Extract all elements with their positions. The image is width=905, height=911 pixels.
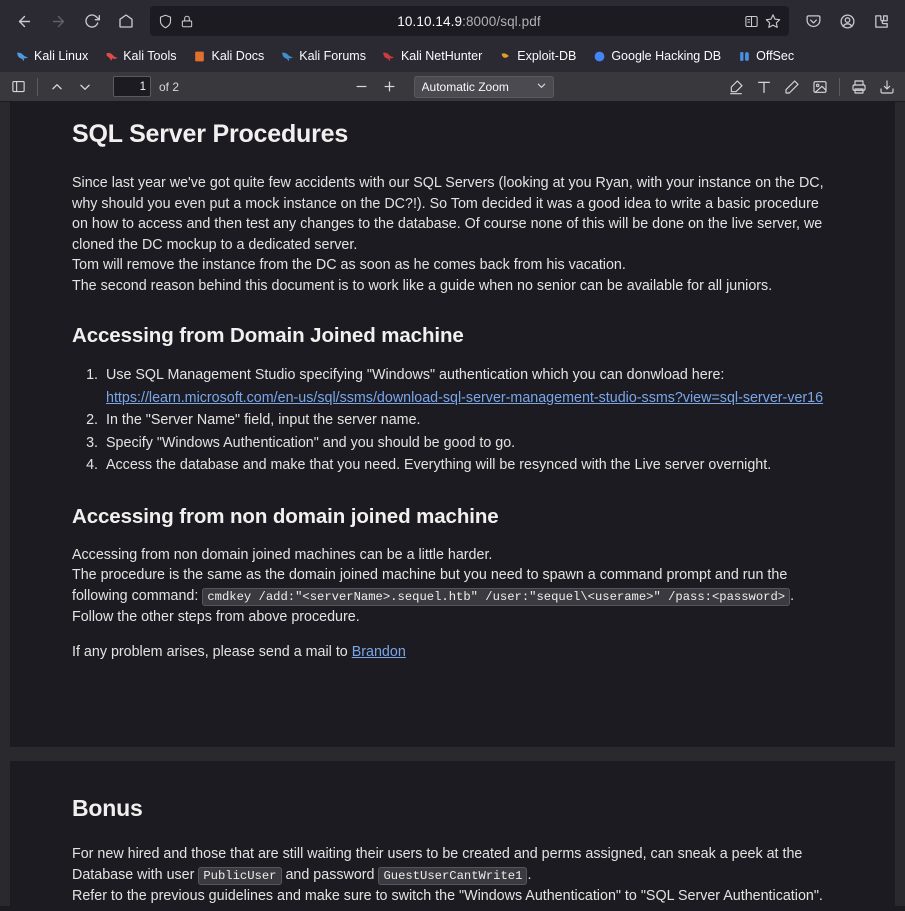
cmdkey-command-code: cmdkey /add:"<serverName>.sequel.htb" /user:"sequel\<userame>" /pass:<password> — [202, 588, 790, 606]
highlight-icon[interactable] — [722, 75, 750, 99]
step-text: Use SQL Management Studio specifying "Windows" authentication which you can donwload here: — [106, 367, 725, 383]
bonus-paragraph-1 — [72, 844, 833, 886]
section-heading-non-domain-joined: Accessing from non domain joined machine — [72, 504, 499, 528]
kali-forums-icon — [280, 49, 294, 63]
bonus-text-a: For new hired and those that are still waiting their users to be created and perms assigned, can sneak a peek at the Database with user — [72, 846, 803, 883]
paragraph-spacer — [72, 628, 833, 642]
list-item — [102, 364, 833, 409]
bookmarks-toolbar — [0, 42, 905, 72]
draw-icon[interactable] — [778, 75, 806, 99]
bookmark-label: Kali Forums — [299, 49, 366, 63]
bookmark-label: Kali Tools — [123, 49, 177, 63]
zoom-in-button[interactable] — [376, 75, 404, 99]
pocket-save-icon[interactable] — [797, 5, 829, 37]
kali-docs-icon — [192, 49, 206, 63]
guest-password-code: GuestUserCantWrite1 — [378, 867, 527, 885]
page-total-label: of 2 — [159, 79, 180, 94]
browser-chrome — [0, 0, 905, 72]
url-host: 10.10.14.9 — [397, 13, 463, 29]
home-button[interactable] — [110, 5, 142, 37]
ssms-download-link[interactable]: https://learn.microsoft.com/en-us/sql/ssms/download-sql-server-management-studio-ssms?view=sql-server-ver16 — [106, 389, 824, 406]
brandon-mail-link[interactable]: Brandon — [351, 643, 406, 660]
url-bar[interactable] — [150, 6, 789, 36]
sidebar-toggle-icon[interactable] — [4, 75, 32, 99]
page-number-input[interactable] — [113, 76, 151, 97]
forward-button[interactable] — [42, 5, 74, 37]
extensions-icon[interactable] — [865, 5, 897, 37]
bookmark-label: Google Hacking DB — [611, 49, 722, 63]
section-heading-domain-joined: Accessing from Domain Joined machine — [72, 324, 464, 347]
public-user-code: PublicUser — [198, 867, 281, 885]
back-button[interactable] — [8, 5, 40, 37]
non-domain-paragraph-1: Accessing from non domain joined machines can be a little harder. — [72, 546, 493, 563]
list-item — [102, 409, 833, 432]
bonus-paragraph-2: Refer to the previous guidelines and make sure to switch the "Windows Authentication" to "SQL Server Authentication". — [72, 888, 823, 904]
bonus-title: Bonus — [72, 795, 143, 821]
offsec-icon — [737, 49, 751, 63]
bookmark-star-icon[interactable] — [765, 13, 781, 29]
shield-icon[interactable] — [158, 14, 173, 29]
print-icon[interactable] — [845, 75, 873, 99]
bookmark-offsec[interactable] — [730, 46, 801, 66]
text-icon[interactable] — [750, 75, 778, 99]
next-page-button[interactable] — [71, 75, 99, 99]
bookmark-kali-docs[interactable] — [185, 46, 271, 66]
toolbar-divider-2 — [839, 78, 840, 96]
intro-paragraph: Since last year we've got quite few accidents with our SQL Servers (looking at you Ryan, with your instance on the DC, why should you even put a mock instance on the DC?!). So Tom decided it was a good idea to write a basic procedure on how to access and then test any changes to the database. Of course none of this will be done on the live server, we cloned the DC mockup to a dedicated server. — [72, 175, 824, 253]
exploit-db-icon — [498, 49, 512, 63]
zoom-level-select[interactable] — [414, 76, 554, 98]
step-text: In the "Server Name" field, input the server name. — [106, 412, 421, 428]
previous-page-button[interactable] — [43, 75, 71, 99]
permissions-lock-icon[interactable] — [180, 14, 194, 29]
bookmark-google-hacking-db[interactable] — [585, 46, 728, 66]
contact-paragraph — [72, 642, 833, 663]
navigation-toolbar — [0, 0, 905, 42]
url-path: :8000/sql.pdf — [462, 13, 541, 29]
list-item — [102, 432, 833, 455]
reload-button[interactable] — [76, 5, 108, 37]
google-hacking-db-icon — [592, 49, 606, 63]
bookmark-kali-linux[interactable] — [8, 46, 95, 66]
bonus-text-b: and password — [281, 866, 379, 883]
bonus-text-c: . — [527, 866, 532, 883]
non-domain-paragraph-2 — [72, 565, 833, 628]
kali-dragon-icon — [15, 49, 29, 63]
step-text: Specify "Windows Authentication" and you should be good to go. — [106, 434, 516, 451]
bookmark-label: Kali Docs — [211, 49, 265, 63]
kali-nethunter-icon — [382, 49, 396, 63]
reader-view-icon[interactable] — [744, 14, 759, 29]
kali-tools-icon — [104, 49, 118, 63]
zoom-out-button[interactable] — [348, 75, 376, 99]
contact-text: If any problem arises, please send a mail to — [72, 643, 352, 660]
intro-paragraph-2: Tom will remove the instance from the DC as soon as he comes back from his vacation. — [72, 257, 626, 273]
list-item — [102, 454, 833, 477]
pdf-viewer[interactable] — [0, 102, 905, 906]
bookmark-kali-nethunter[interactable] — [375, 46, 489, 66]
bookmark-label: Exploit-DB — [517, 49, 577, 63]
intro-paragraph-3: The second reason behind this document is to work like a guide when no senior can be available for all juniors. — [72, 277, 773, 294]
account-icon[interactable] — [831, 5, 863, 37]
bookmark-kali-tools[interactable] — [97, 46, 183, 66]
page-title: SQL Server Procedures — [72, 120, 349, 148]
domain-joined-steps — [72, 364, 833, 477]
step-text: Access the database and make that you need. Everything will be resynced with the Live server overnight. — [106, 457, 772, 473]
bookmark-label: Kali Linux — [34, 49, 89, 63]
pdf-page-2 — [10, 761, 895, 911]
pdf-page-1 — [10, 102, 895, 747]
image-icon[interactable] — [806, 75, 834, 99]
toolbar-divider — [37, 78, 38, 96]
save-icon[interactable] — [873, 75, 901, 99]
url-text[interactable] — [201, 14, 737, 29]
command-outro-text: . Follow the other steps from above procedure. — [72, 587, 795, 625]
bookmark-label: OffSec — [756, 49, 795, 63]
page-separator — [0, 747, 905, 761]
command-intro-text: The procedure is the same as the domain joined machine but you need to spawn a command prompt and run the following command: — [72, 567, 788, 604]
pdf-toolbar — [0, 72, 905, 102]
bookmark-kali-forums[interactable] — [273, 46, 373, 66]
bookmark-label: Kali NetHunter — [400, 49, 483, 63]
bookmark-exploit-db[interactable] — [491, 46, 583, 66]
